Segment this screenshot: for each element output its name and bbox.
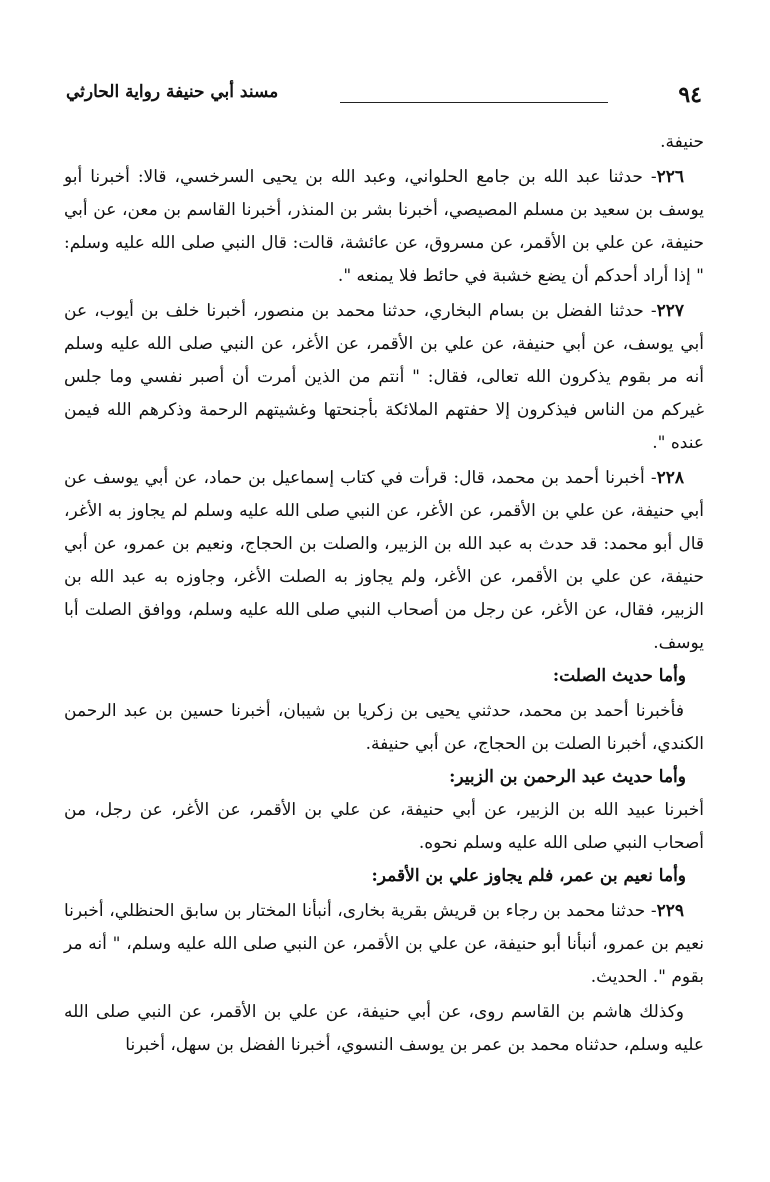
- section-heading: وأما حديث عبد الرحمن بن الزبير:: [449, 767, 686, 787]
- hadith-text: فأخبرنا أحمد بن محمد، حدثني يحيى بن زكريا بن شيبان، أخبرنا حسين بن عبد الرحمن الكندي، أخبرنا الصلت بن الحجاج، عن أبي حنيفة.: [64, 701, 704, 754]
- section-heading: وأما نعيم بن عمر، فلم يجاوز علي بن الأقمر:: [371, 866, 686, 886]
- book-title: مسند أبي حنيفة رواية الحارثي: [66, 82, 279, 102]
- page-number: ٩٤: [678, 82, 702, 108]
- hadith-paragraph: [64, 996, 704, 1062]
- hadith-number: ٢٢٩: [656, 901, 684, 921]
- hadith-number: ٢٢٦: [656, 167, 684, 187]
- header-rule: [340, 102, 608, 103]
- page-body: [64, 126, 704, 1062]
- hadith-paragraph: [64, 295, 704, 460]
- hadith-paragraph: [64, 695, 704, 761]
- page-header: [0, 78, 770, 128]
- hadith-paragraph: [64, 161, 704, 293]
- hadith-number: ٢٢٨: [656, 468, 684, 488]
- continuation-text: حنيفة.: [660, 132, 704, 152]
- hadith-number: ٢٢٧: [656, 301, 684, 321]
- continuation-text: أخبرنا عبيد الله بن الزبير، عن أبي حنيفة، عن علي بن الأقمر، عن الأغر، عن رجل، من أصحاب النبي صلى الله عليه وسلم نحوه.: [64, 800, 704, 853]
- hadith-text: - أخبرنا أحمد بن محمد، قال: قرأت في كتاب إسماعيل بن حماد، عن أبي يوسف عن أبي حنيفة، عن علي بن الأقمر، عن الأغر، عن النبي صلى الله عليه وسلم لم يجاوز به الأغر، قال أبو محمد: قد حدث به عبد الله بن الزبير، والصلت بن الحجاج، ونعيم بن عمرو، عن أبي حنيفة، عن علي بن الأقمر، عن الأغر، ولم يجاوز به الصلت الأغر، وجاوزه به عبد الله بن الزبير، فقال، عن الأغر، عن رجل من أصحاب النبي صلى الله عليه وسلم، ووافق الصلت أبا يوسف.: [64, 468, 704, 653]
- hadith-text: - حدثنا عبد الله بن جامع الحلواني، وعبد الله بن يحيى السرخسي، قالا: أخبرنا أبو يوسف بن سعيد بن مسلم المصيصي، أخبرنا بشر بن المنذر، أخبرنا القاسم بن معن، عن أبي حنيفة، عن علي بن الأقمر، عن مسروق، عن عائشة، قالت: قال النبي صلى الله عليه وسلم: " إذا أراد أحدكم أن يضع خشبة في حائط فلا يمنعه ".: [64, 167, 704, 286]
- hadith-text: وكذلك هاشم بن القاسم روى، عن أبي حنيفة، عن علي بن الأقمر، عن النبي صلى الله عليه وسلم، حدثناه محمد بن عمر بن يوسف النسوي، أخبرنا الفضل بن سهل، أخبرنا: [64, 1002, 704, 1055]
- hadith-paragraph: [64, 895, 704, 994]
- section-heading: وأما حديث الصلت:: [552, 666, 686, 686]
- hadith-text: - حدثنا محمد بن رجاء بن قريش بقرية بخارى، أنبأنا المختار بن سابق الحنظلي، أخبرنا نعيم بن عمرو، أنبأنا أبو حنيفة، عن علي بن الأقمر، عن النبي صلى الله عليه وسلم، " أنه مر بقوم ". الحديث.: [64, 901, 704, 987]
- hadith-paragraph: [64, 462, 704, 660]
- hadith-text: - حدثنا الفضل بن بسام البخاري، حدثنا محمد بن منصور، أخبرنا خلف بن أيوب، عن أبي يوسف، عن أبي حنيفة، عن علي بن الأقمر، عن الأغر، عن النبي صلى الله عليه وسلم أنه مر بقوم يذكرون الله تعالى، فقال: " أنتم من الذين أمرت أن أصبر نفسي وما جلس غيركم من الناس فيذكرون إلا حفتهم الملائكة بأجنحتها وغشيتهم الرحمة وذكرهم الله فيمن عنده ".: [64, 301, 704, 453]
